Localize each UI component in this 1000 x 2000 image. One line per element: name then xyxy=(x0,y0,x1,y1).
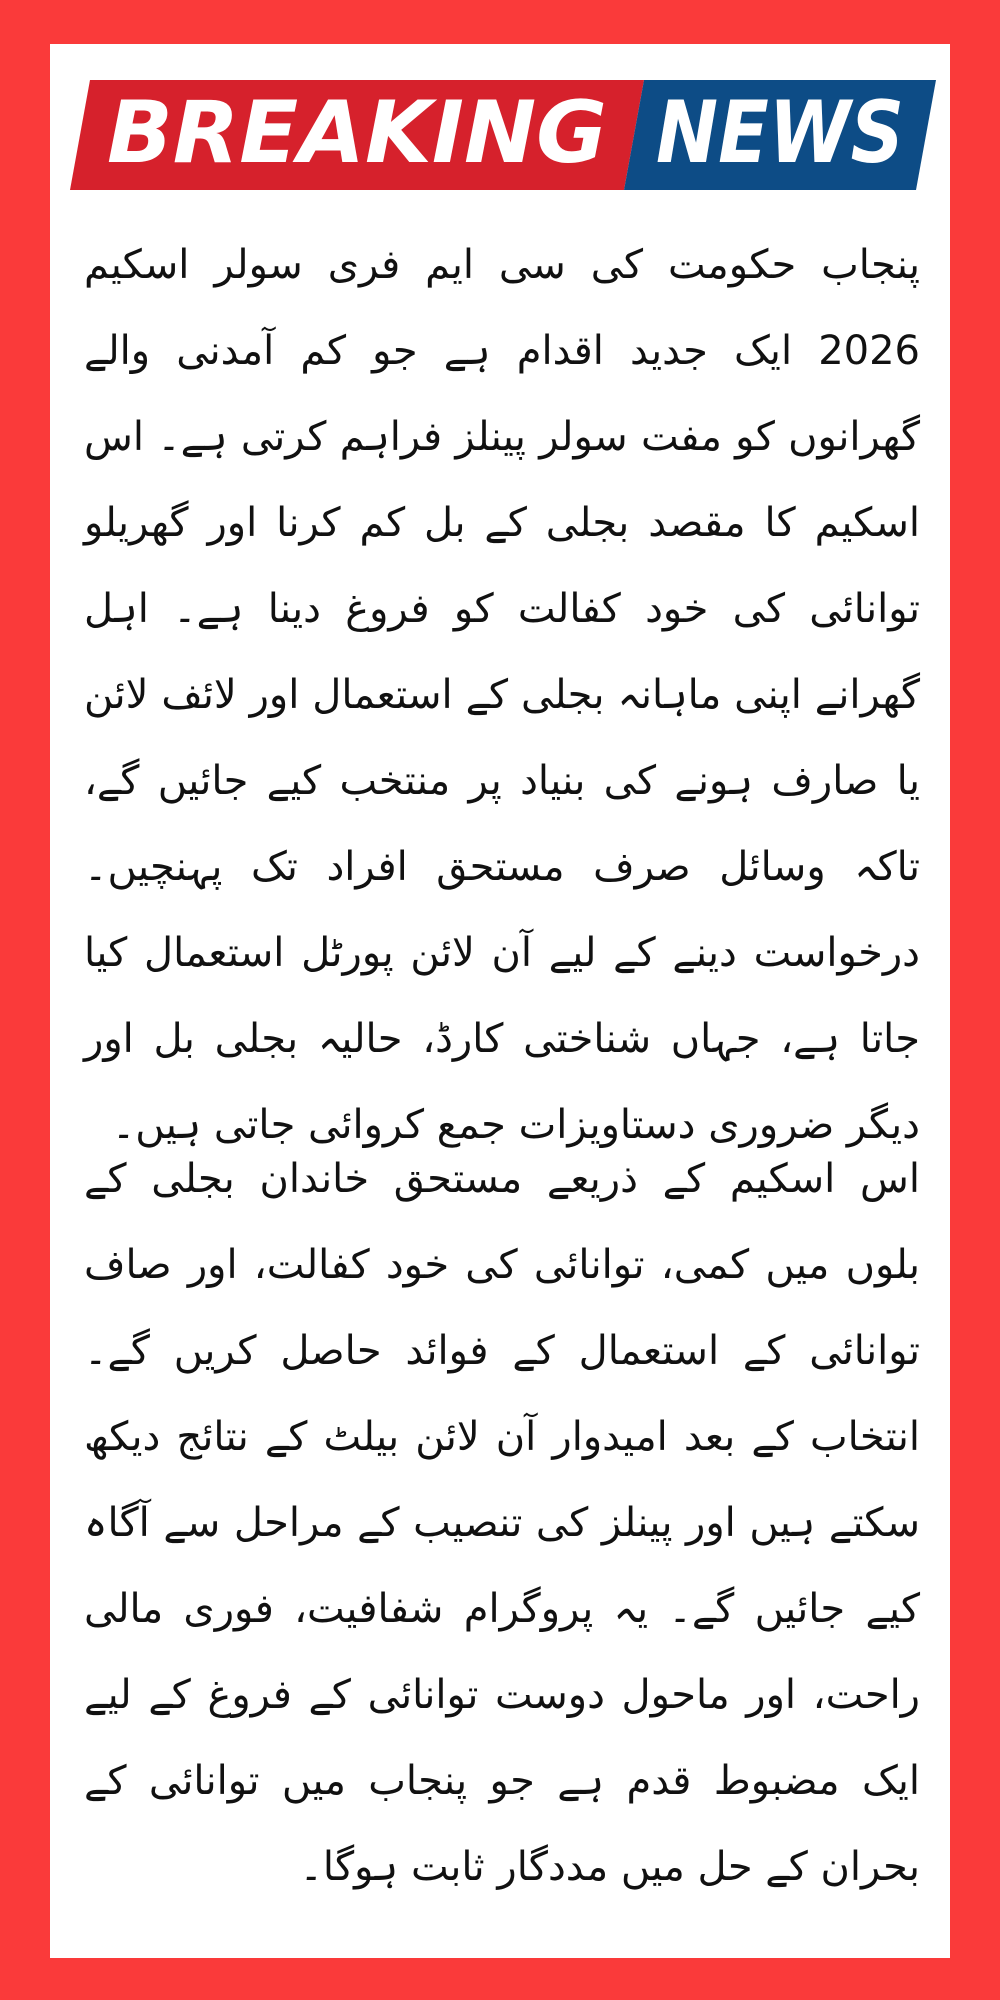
article-paragraph-1: پنجاب حکومت کی سی ایم فری سولر اسکیم 2026 ایک جدید اقدام ہے جو کم آمدنی والے گھرانوں کو مفت سولر پینلز فراہم کرتی ہے۔ اس اسکیم کا مقصد بجلی کے بل کم کرنا اور گھریلو توانائی کی خود کفالت کو فروغ دینا ہے۔ اہل گھرانے اپنی ماہانہ بجلی کے استعمال اور لائف لائن یا صارف ہونے کی بنیاد پر منتخب کیے جائیں گے، تاکہ وسائل صرف مستحق افراد تک پہنچیں۔ درخواست دینے کے لیے آن لائن پورٹل استعمال کیا جاتا ہے، جہاں شناختی کارڈ، حالیہ بجلی بل اور دیگر ضروری دستاویزات جمع کروائی جاتی ہیں۔ xyxy=(84,242,920,1148)
banner-word-breaking: BREAKING xyxy=(107,83,607,183)
breaking-news-banner xyxy=(70,80,936,190)
content-card xyxy=(50,44,950,1958)
breaking-news-graphic xyxy=(70,80,936,190)
article-paragraph-2: اس اسکیم کے ذریعے مستحق خاندان بجلی کے بلوں میں کمی، توانائی کی خود کفالت، اور صاف توانائی کے استعمال کے فوائد حاصل کریں گے۔ انتخاب کے بعد امیدوار آن لائن بیلٹ کے نتائج دیکھ سکتے ہیں اور پینلز کی تنصیب کے مراحل سے آگاہ کیے جائیں گے۔ یہ پروگرام شفافیت، فوری مالی راحت، اور ماحول دوست توانائی کے فروغ کے لیے ایک مضبوط قدم ہے جو پنجاب میں توانائی کے بحران کے حل میں مددگار ثابت ہوگا۔ xyxy=(84,1156,920,1890)
banner-word-news: NEWS xyxy=(656,83,904,183)
